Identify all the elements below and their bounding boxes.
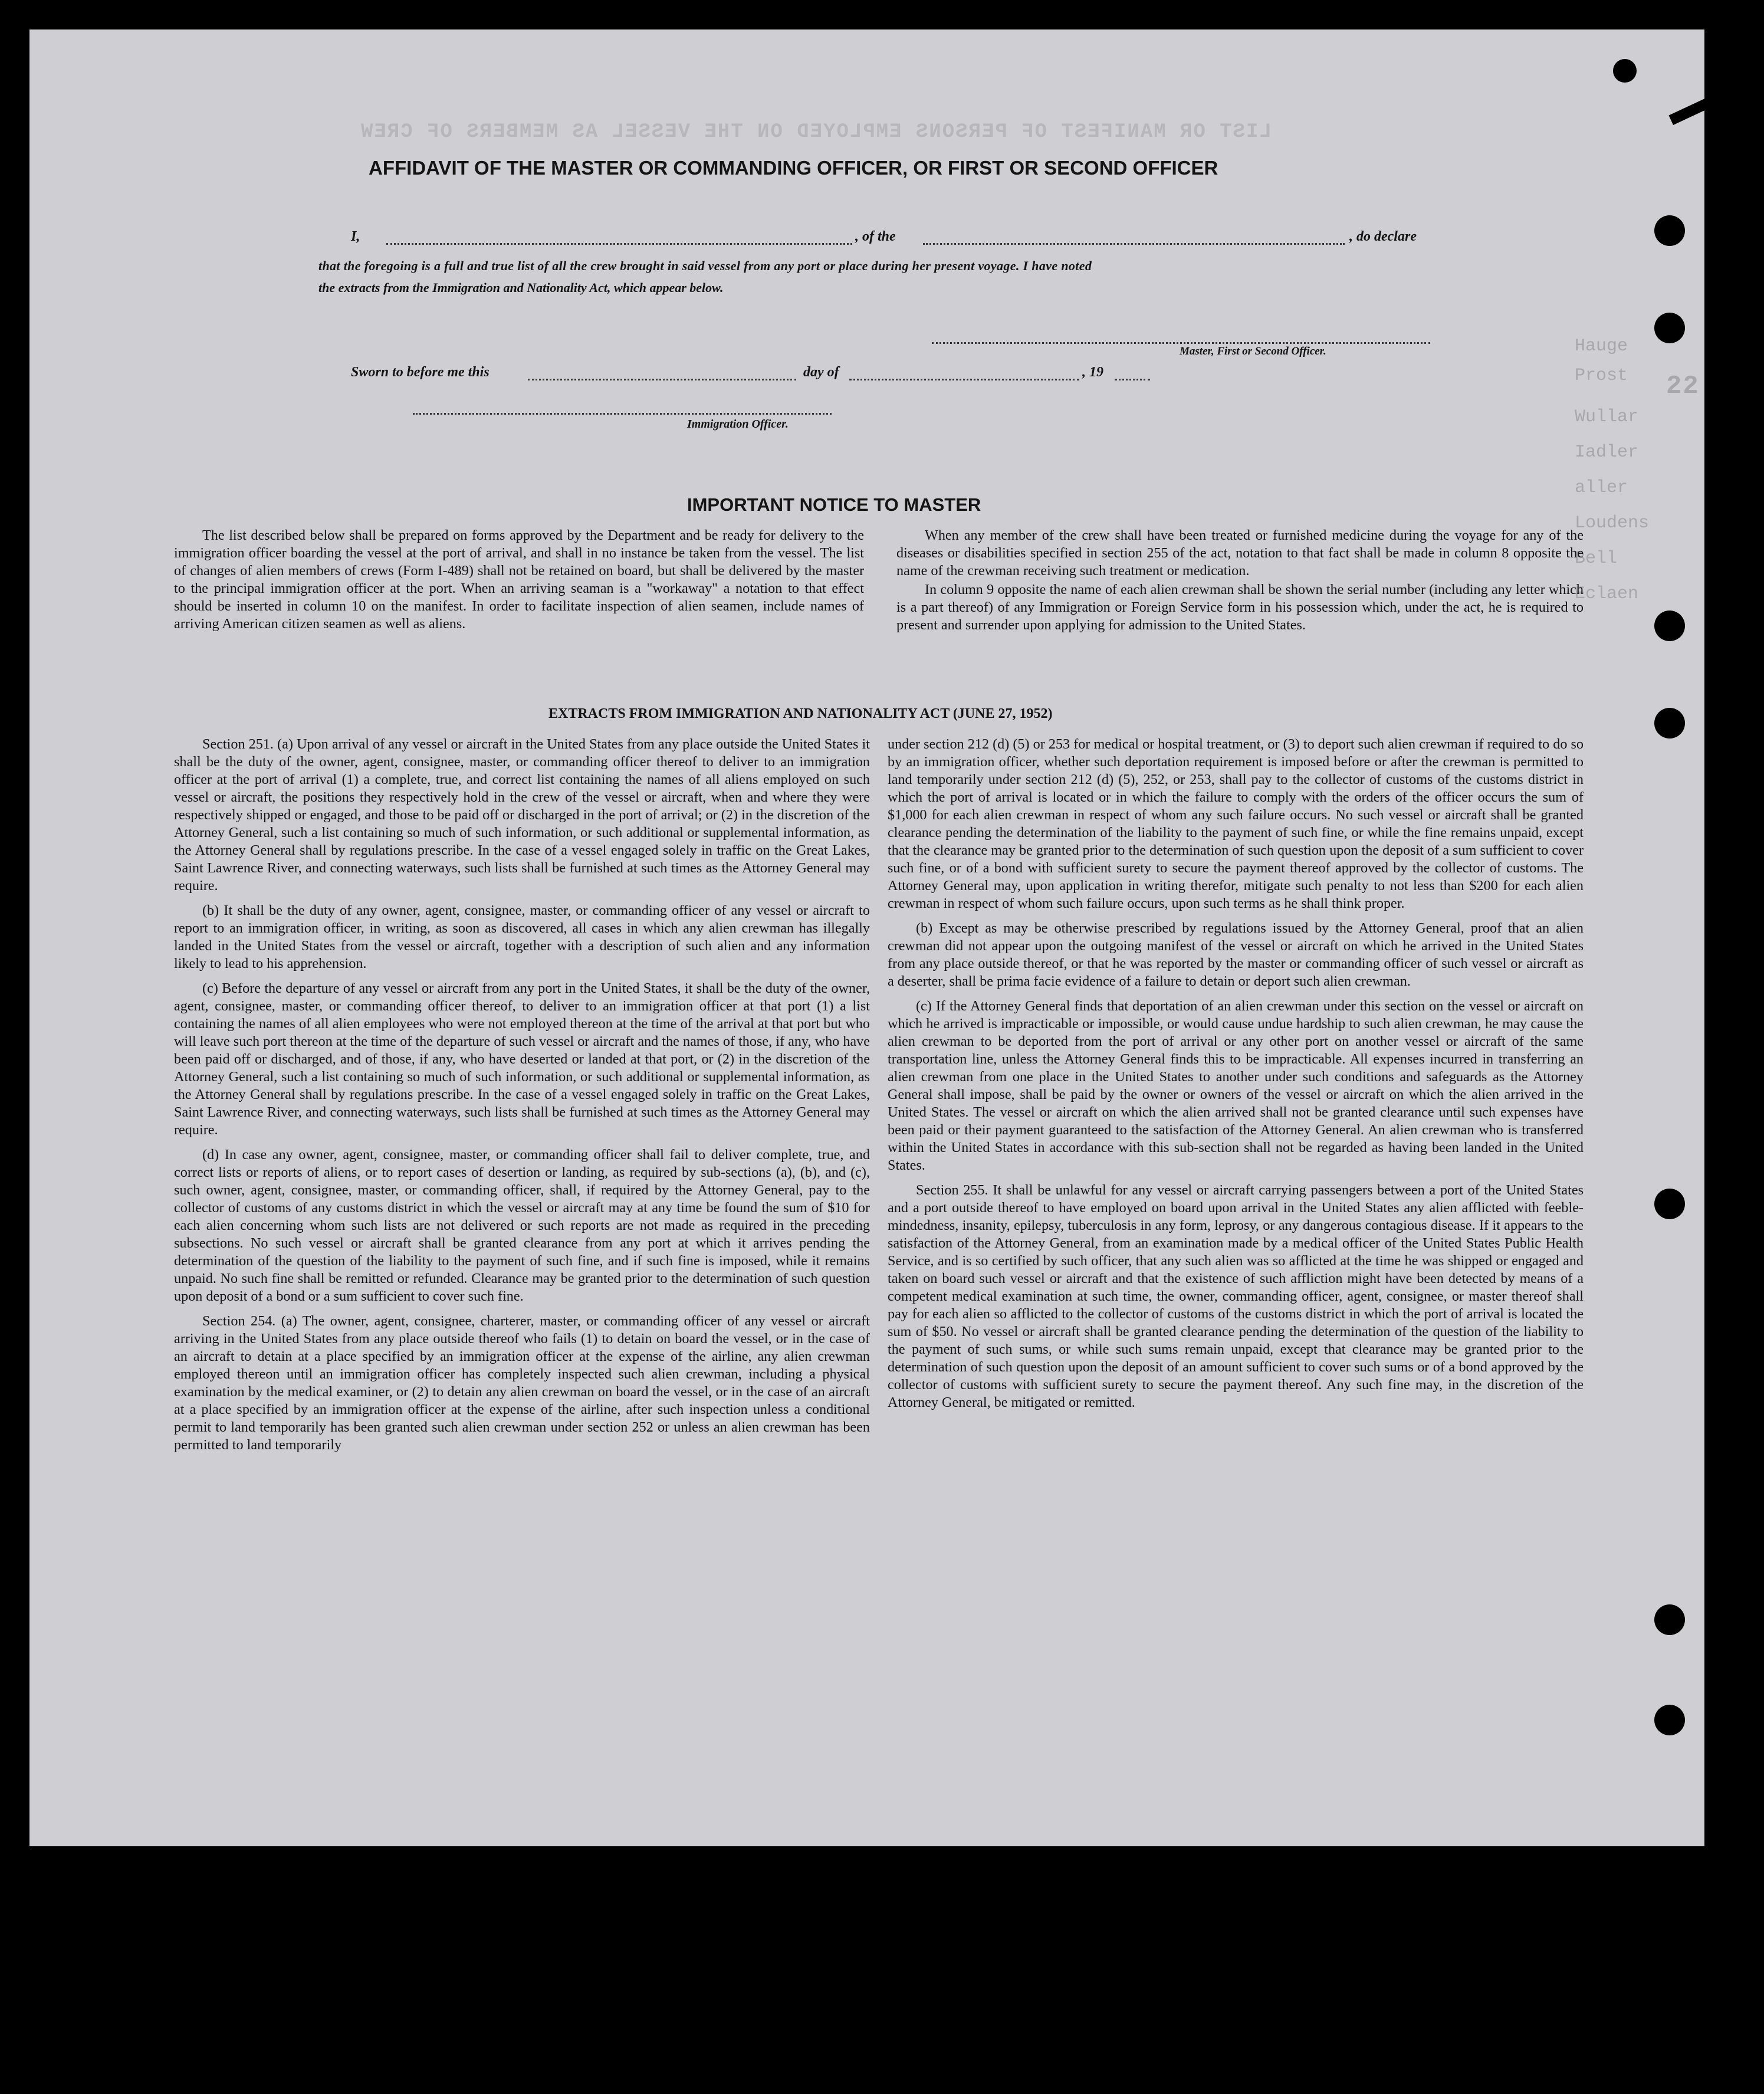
day-of-label: day of [803, 365, 839, 380]
extracts-right-paragraph: (b) Except as may be otherwise prescribed by regulations issued by the Attorney General, proof that an alien crewman did not appear upon the outgoing manifest of the vessel or aircraft on which he arrived in the United States from any place outside thereof, or that he was reported by the master or commanding officer of such vessel or aircraft as a deserter, shall be prima facie evidence of a failure to detain or deport such alien crewman. [888, 920, 1584, 989]
extracts-left-paragraph: (d) In case any owner, agent, consignee, master, or commanding officer shall fail to deliver complete, true, and correct lists or reports of aliens, or to report cases of desertion or landing, as required by sub-sections (a), (b), and (c), such owner, agent, consignee, master, or commanding officer, shall, if required by the Attorney General, pay to the collector of customs of any customs district in which the vessel or aircraft may at any time be found the sum of $10 for each alien concerning whom such lists are not delivered or such reports are not made as required in the preceding subsections. No such vessel or aircraft shall be granted clearance from any port at which it arrives pending the determination of the question of the liability to the payment of such fine, and if such fine is imposed, while it remains unpaid. No such fine shall be remitted or refunded. Clearance may be granted prior to the determination of such question upon deposit of a bond or a sum sufficient to cover such fine. [174, 1147, 870, 1304]
bleed-through-page-mark: 22 [1666, 372, 1700, 401]
document-page [29, 29, 1704, 1846]
affidavit-statement-line2: the extracts from the Immigration and Nationality Act, which appear below. [318, 280, 724, 295]
immigration-signature-line[interactable] [413, 413, 832, 415]
notice-right-column [896, 527, 1584, 641]
binder-hole [1654, 1189, 1685, 1219]
binder-hole [1654, 708, 1685, 739]
immigration-caption: Immigration Officer. [687, 418, 789, 431]
vessel-blank[interactable] [923, 243, 1345, 245]
binder-hole [1654, 1705, 1685, 1735]
sworn-year-blank[interactable] [1115, 379, 1150, 380]
name-blank[interactable] [386, 243, 852, 245]
extracts-right-paragraph: under section 212 (d) (5) or 253 for medical or hospital treatment, or (3) to deport such alien crewman if required to do so by an immigration officer, whether such deportation requirement is imposed before or after the crewman is permitted to land temporarily under section 212 (d) (5), 252, or 253, shall pay to the collector of customs of the customs district in which the port of arrival is located or in which the failure to comply with the orders of the officer occurs the sum of $1,000 for each alien crewman in respect of whom any such failure occurs. No such vessel or aircraft shall be granted clearance pending the determination of the liability to the payment of such fine, or while the fine remains unpaid, except that the clearance may be granted prior to the determination of such question upon the deposit of a sum sufficient to cover such fine, or of a bond with sufficient surety to secure the payment thereof approved by the collector of customs. The Attorney General may, upon application in writing therefor, mitigate such penalty to not less than $200 for each alien crewman in respect of whom such failure occurs, upon such terms as he shall think proper. [888, 736, 1584, 911]
binder-hole [1654, 215, 1685, 246]
affidavit-title: AFFIDAVIT OF THE MASTER OR COMMANDING OFFICER, OR FIRST OR SECOND OFFICER [369, 157, 1218, 179]
extracts-right-paragraph: (c) If the Attorney General finds that deportation of an alien crewman under this section on the vessel or aircraft on which he arrived is impracticable or impossible, or would cause undue hardship to such alien crewman, he may cause the alien crewman to be deported from the port of arrival or any other port on another vessel or aircraft of the same transportation line, unless the Attorney General finds this to be impracticable. All expenses incurred in transferring an alien crewman from one place in the United States to another under such conditions and safeguards as the Attorney General shall impose, shall be paid by the owner or owners of the vessel or aircraft on which the alien arrived in the United States. The vessel or aircraft on which the alien arrived shall not be granted clearance until such expenses have been paid or their payment guaranteed to the satisfaction of the Attorney General. An alien crewman who is transferred within the United States in accordance with this sub-section shall not be regarded as having been landed in the United States. [888, 998, 1584, 1173]
binder-hole [1654, 313, 1685, 343]
bleed-through-header: LIST OR MANIFEST OF PERSONS EMPLOYED ON THE VESSEL AS MEMBERS OF CREW [360, 121, 1272, 143]
master-caption: Master, First or Second Officer. [1180, 345, 1326, 357]
notice-right-paragraph: When any member of the crew shall have been treated or furnished medicine during the voyage for any of the diseases or disabilities specified in section 255 of the act, notation to that fact shall be made in column 8 opposite the name of the crewman receiving such treatment or medication. [896, 527, 1584, 579]
notice-left-column [174, 527, 864, 640]
bleed-through-name: Bell [1575, 549, 1618, 569]
extracts-left-paragraph: (b) It shall be the duty of any owner, agent, consignee, master, or commanding officer of any vessel or aircraft to report to an immigration officer, in writing, as soon as discovered, all cases in which any alien crewman has illegally landed in the United States from the vessel or aircraft, together with a description of such alien and any information likely to lead to his apprehension. [174, 902, 870, 971]
extracts-right-column [888, 736, 1584, 1419]
binder-hole [1654, 611, 1685, 641]
bleed-through-name: Eclaen [1575, 584, 1639, 604]
affidavit-i-label: I, [351, 229, 360, 244]
ink-mark [1613, 59, 1637, 83]
bleed-through-name: Iadler [1575, 442, 1639, 462]
affidavit-statement-line1: that the foregoing is a full and true list of all the crew brought in said vessel from any port or place during her present voyage. I have noted [318, 258, 1092, 273]
sworn-day-blank[interactable] [528, 379, 796, 380]
extracts-left-paragraph: Section 251. (a) Upon arrival of any vessel or aircraft in the United States from any place outside the United States it shall be the duty of the owner, agent, consignee, master, or commanding officer thereof to deliver to an immigration officer at the port of arrival (1) a complete, true, and correct list containing the names of all aliens employed on such vessel or aircraft, the positions they respectively hold in the crew of the vessel or aircraft, when and where they were respectively shipped or engaged, and those to be paid off or discharged in the port of arrival; or (2) in the discretion of the Attorney General, such a list containing so much of such information, or such additional or supplemental information, as the Attorney General shall by regulations prescribe. In the case of a vessel engaged solely in traffic on the Great Lakes, Saint Lawrence River, and connecting waterways, such lists shall be furnished at such times as the Attorney General may require. [174, 736, 870, 894]
extracts-left-column [174, 736, 870, 1461]
bleed-through-name: Wullar [1575, 407, 1639, 427]
bleed-through-name: Prost [1575, 366, 1628, 386]
extracts-left-paragraph: Section 254. (a) The owner, agent, consignee, charterer, master, or commanding officer of any vessel or aircraft arriving in the United States from any place outside thereof who fails (1) to detain on board the vessel, or in the case of an aircraft to detain at a place specified by an immigration officer at the expense of the airline, any alien crewman employed thereon until an immigration officer has completely inspected such alien crewman, including a physical examination by the medical examiner, or (2) to detain any alien crewman on board the vessel, or in the case of an aircraft at a place specified by an immigration officer at the expense of the airline, after such inspection unless a conditional permit to land temporarily has been granted such alien crewman under section 252 or unless an alien crewman has been permitted to land temporarily [174, 1313, 870, 1453]
binder-hole [1654, 1604, 1685, 1635]
do-declare-label: , do declare [1349, 229, 1417, 244]
sworn-label: Sworn to before me this [351, 365, 490, 380]
ink-mark [1668, 98, 1704, 125]
notice-left-paragraph: The list described below shall be prepared on forms approved by the Department and be ready for delivery to the immigration officer boarding the vessel at the port of arrival, and shall in no instance be taken from the vessel. The list of changes of alien members of crews (Form I-489) shall not be retained on board, but shall be delivered by the master to the principal immigration officer at the port. When an arriving seaman is a "workaway" a notation to that effect should be inserted in column 10 on the manifest. In order to facilitate inspection of alien seamen, include names of arriving American citizen seamen as well as aliens. [174, 527, 864, 632]
notice-title: IMPORTANT NOTICE TO MASTER [687, 494, 981, 515]
of-the-label: , of the [855, 229, 896, 244]
bleed-through-name: Hauge [1575, 336, 1628, 356]
year-label: , 19 [1082, 365, 1103, 380]
bleed-through-name: Loudens [1575, 513, 1650, 533]
extracts-title: EXTRACTS FROM IMMIGRATION AND NATIONALITY ACT (JUNE 27, 1952) [548, 706, 1053, 721]
notice-right-paragraph: In column 9 opposite the name of each alien crewman shall be shown the serial number (including any letter which is a part thereof) of any Immigration or Foreign Service form in his possession which, under the act, he is required to present and surrender upon applying for admission to the United States. [896, 582, 1584, 633]
extracts-right-paragraph: Section 255. It shall be unlawful for any vessel or aircraft carrying passengers between a port of the United States and a port outside thereof to have employed on board upon arrival in the United States any alien afflicted with feeble-mindedness, insanity, epilepsy, tuberculosis in any form, leprosy, or any dangerous contagious disease. If it appears to the satisfaction of the Attorney General, from an examination made by a medical officer of the United States Public Health Service, and is so certified by such officer, that any such alien was so afflicted at the time he was shipped or engaged and taken on board such vessel or aircraft and that the existence of such affliction might have been detected by means of a competent medical examination at such time, the owner, commanding officer, agent, consignee, or master thereof shall pay for each alien so afflicted to the collector of customs of the customs district in which the port of arrival is located the sum of $50. No vessel or aircraft shall be granted clearance pending the determination of the question of the liability to the payment of such sums, or while such sums remain unpaid, except that clearance may be granted prior to the determination of such question upon the deposit of an amount sufficient to cover such sums or of a bond approved by the collector of customs with sufficient surety to secure the payment thereof. Any such fine may, in the discretion of the Attorney General, be mitigated or remitted. [888, 1182, 1584, 1410]
bleed-through-name: aller [1575, 478, 1628, 498]
master-signature-line[interactable] [932, 342, 1430, 344]
extracts-left-paragraph: (c) Before the departure of any vessel or aircraft from any port in the United States, it shall be the duty of the owner, agent, consignee, master, or commanding officer thereof, to deliver to an immigration officer at that port (1) a list containing the names of all alien employees who were not employed thereon at the time of the arrival at that port but who will leave such port thereon at the time of the departure of such vessel or aircraft and the names of those, if any, who have been paid off or discharged, and of those, if any, who have deserted or landed at that port, or (2) in the discretion of the Attorney General, such a list containing so much of such information, or such additional or supplemental information, as the Attorney General shall by regulations prescribe. In the case of a vessel engaged solely in traffic on the Great Lakes, Saint Lawrence River, and connecting waterways, such lists shall be furnished at such times as the Attorney General may require. [174, 980, 870, 1138]
sworn-month-blank[interactable] [849, 379, 1079, 380]
